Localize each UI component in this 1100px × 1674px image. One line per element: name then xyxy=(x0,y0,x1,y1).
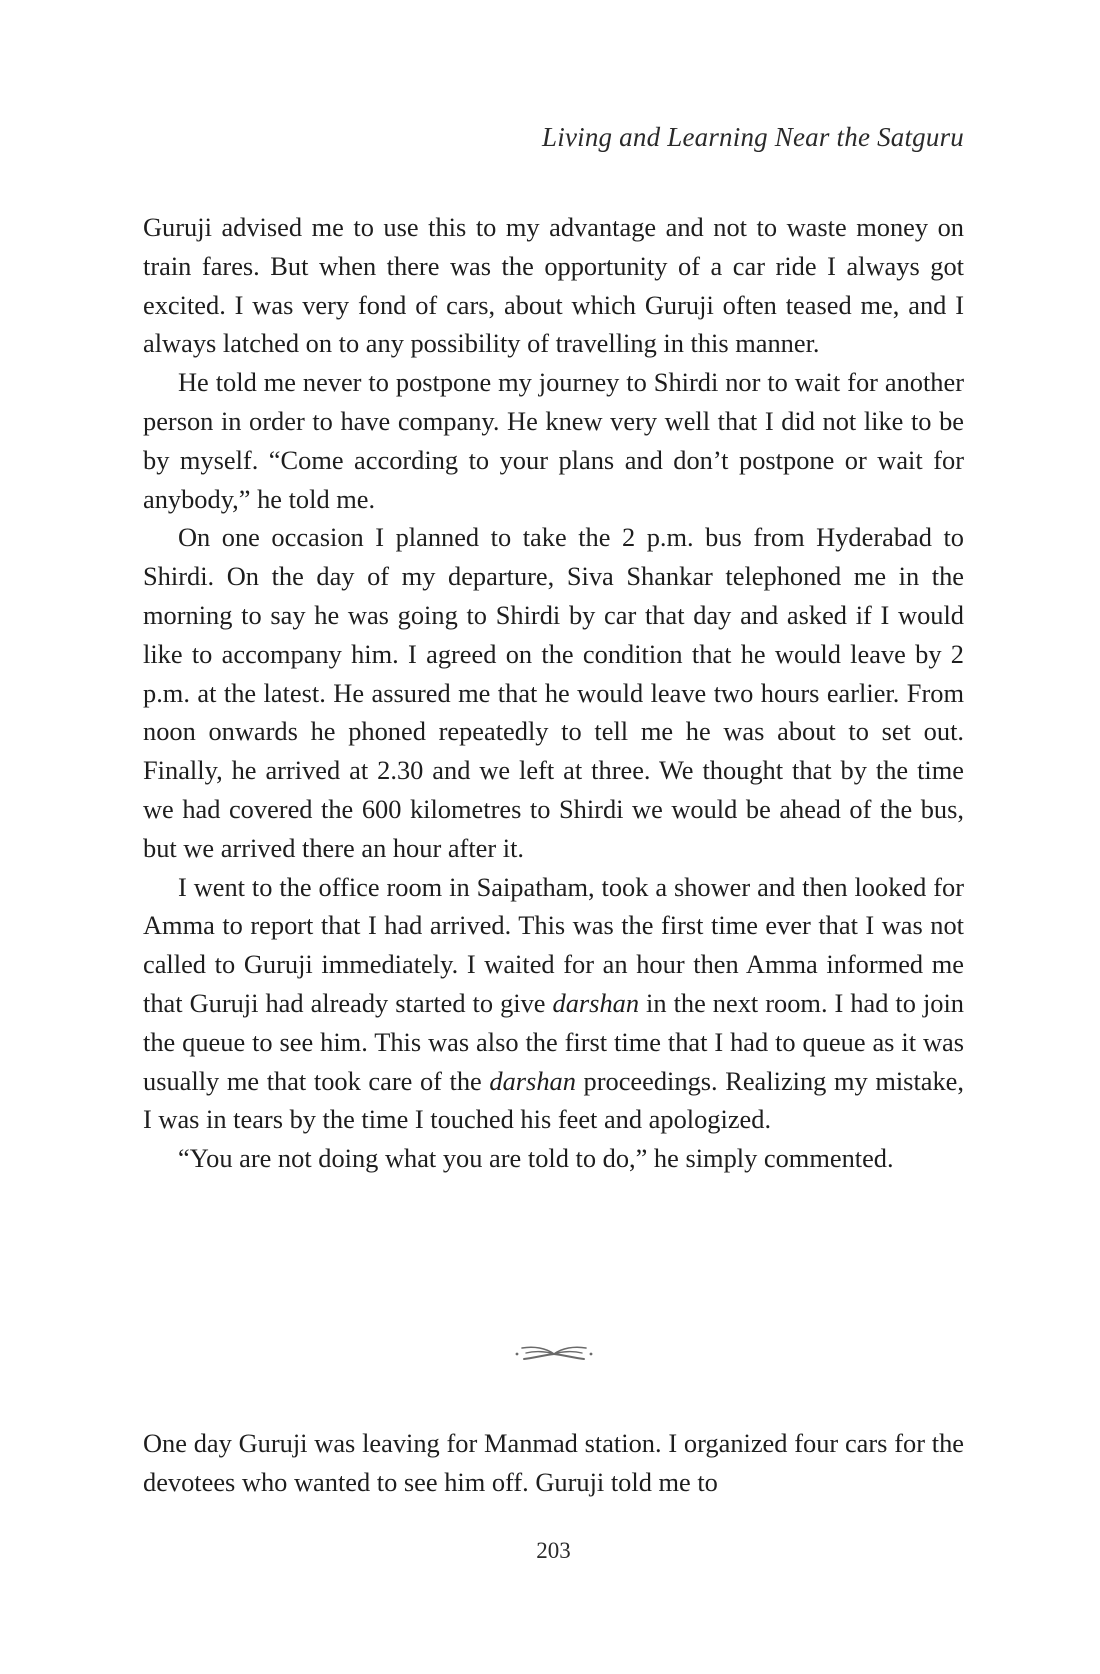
paragraph-4-part-3: proceedings. Realizing my mistake, I was in tears by the time I touched his feet and apologized. xyxy=(143,1065,964,1135)
page-number: 203 xyxy=(536,1538,571,1563)
running-header-title: Living and Learning Near the Satguru xyxy=(542,122,964,152)
paragraph-4-part-2: in the next room. I had to join the queue to see him. This was also the first time that I had to queue as it was usually me that took care of the xyxy=(143,987,964,1096)
paragraph-2: He told me never to postpone my journey to Shirdi nor to wait for another person in order to have company. He knew very well that I did not like to be by myself. “Come according to your plans and don’t postpone or wait for anybody,” he told me. xyxy=(143,367,964,514)
italic-term-darshan: darshan xyxy=(489,1065,576,1096)
section-1-body xyxy=(143,208,964,1178)
paragraph-1: Guruji advised me to use this to my advantage and not to waste money on train fares. But when there was the opportunity of a car ride I always got excited. I was very fond of cars, about which Guruji often teased me, and I always latched on to any possibility of travelling in this manner. xyxy=(143,212,964,359)
paragraph-4-part-1: I went to the office room in Saipatham, took a shower and then looked for Amma to report that I had arrived. This was the first time ever that I was not called to Guruji immediately. I waited for an hour then Amma informed me that Guruji had already started to give xyxy=(143,871,964,1018)
paragraph-6: One day Guruji was leaving for Manmad station. I organized four cars for the devotees who wanted to see him off. Guruji told me to xyxy=(143,1428,964,1497)
paragraph-3: On one occasion I planned to take the 2 p.m. bus from Hyderabad to Shirdi. On the day of my departure, Siva Shankar telephoned me in the morning to say he was going to Shirdi by car that day and asked if I would like to accompany him. I agreed on the condition that he would leave by 2 p.m. at the latest. He assured me that he would leave two hours earlier. From noon onwards he phoned repeatedly to tell me he was about to set out. Finally, he arrived at 2.30 and we left at three. We thought that by the time we had covered the 600 kilometres to Shirdi we would be ahead of the bus, but we arrived there an hour after it. xyxy=(143,522,964,863)
paragraph-4 xyxy=(143,868,964,1140)
paragraph-5: “You are not doing what you are told to do,” he simply commented. xyxy=(178,1143,894,1174)
italic-term-darshan: darshan xyxy=(552,987,640,1018)
flourish-ornament-icon xyxy=(514,1340,594,1366)
section-2-body xyxy=(143,1424,964,1502)
